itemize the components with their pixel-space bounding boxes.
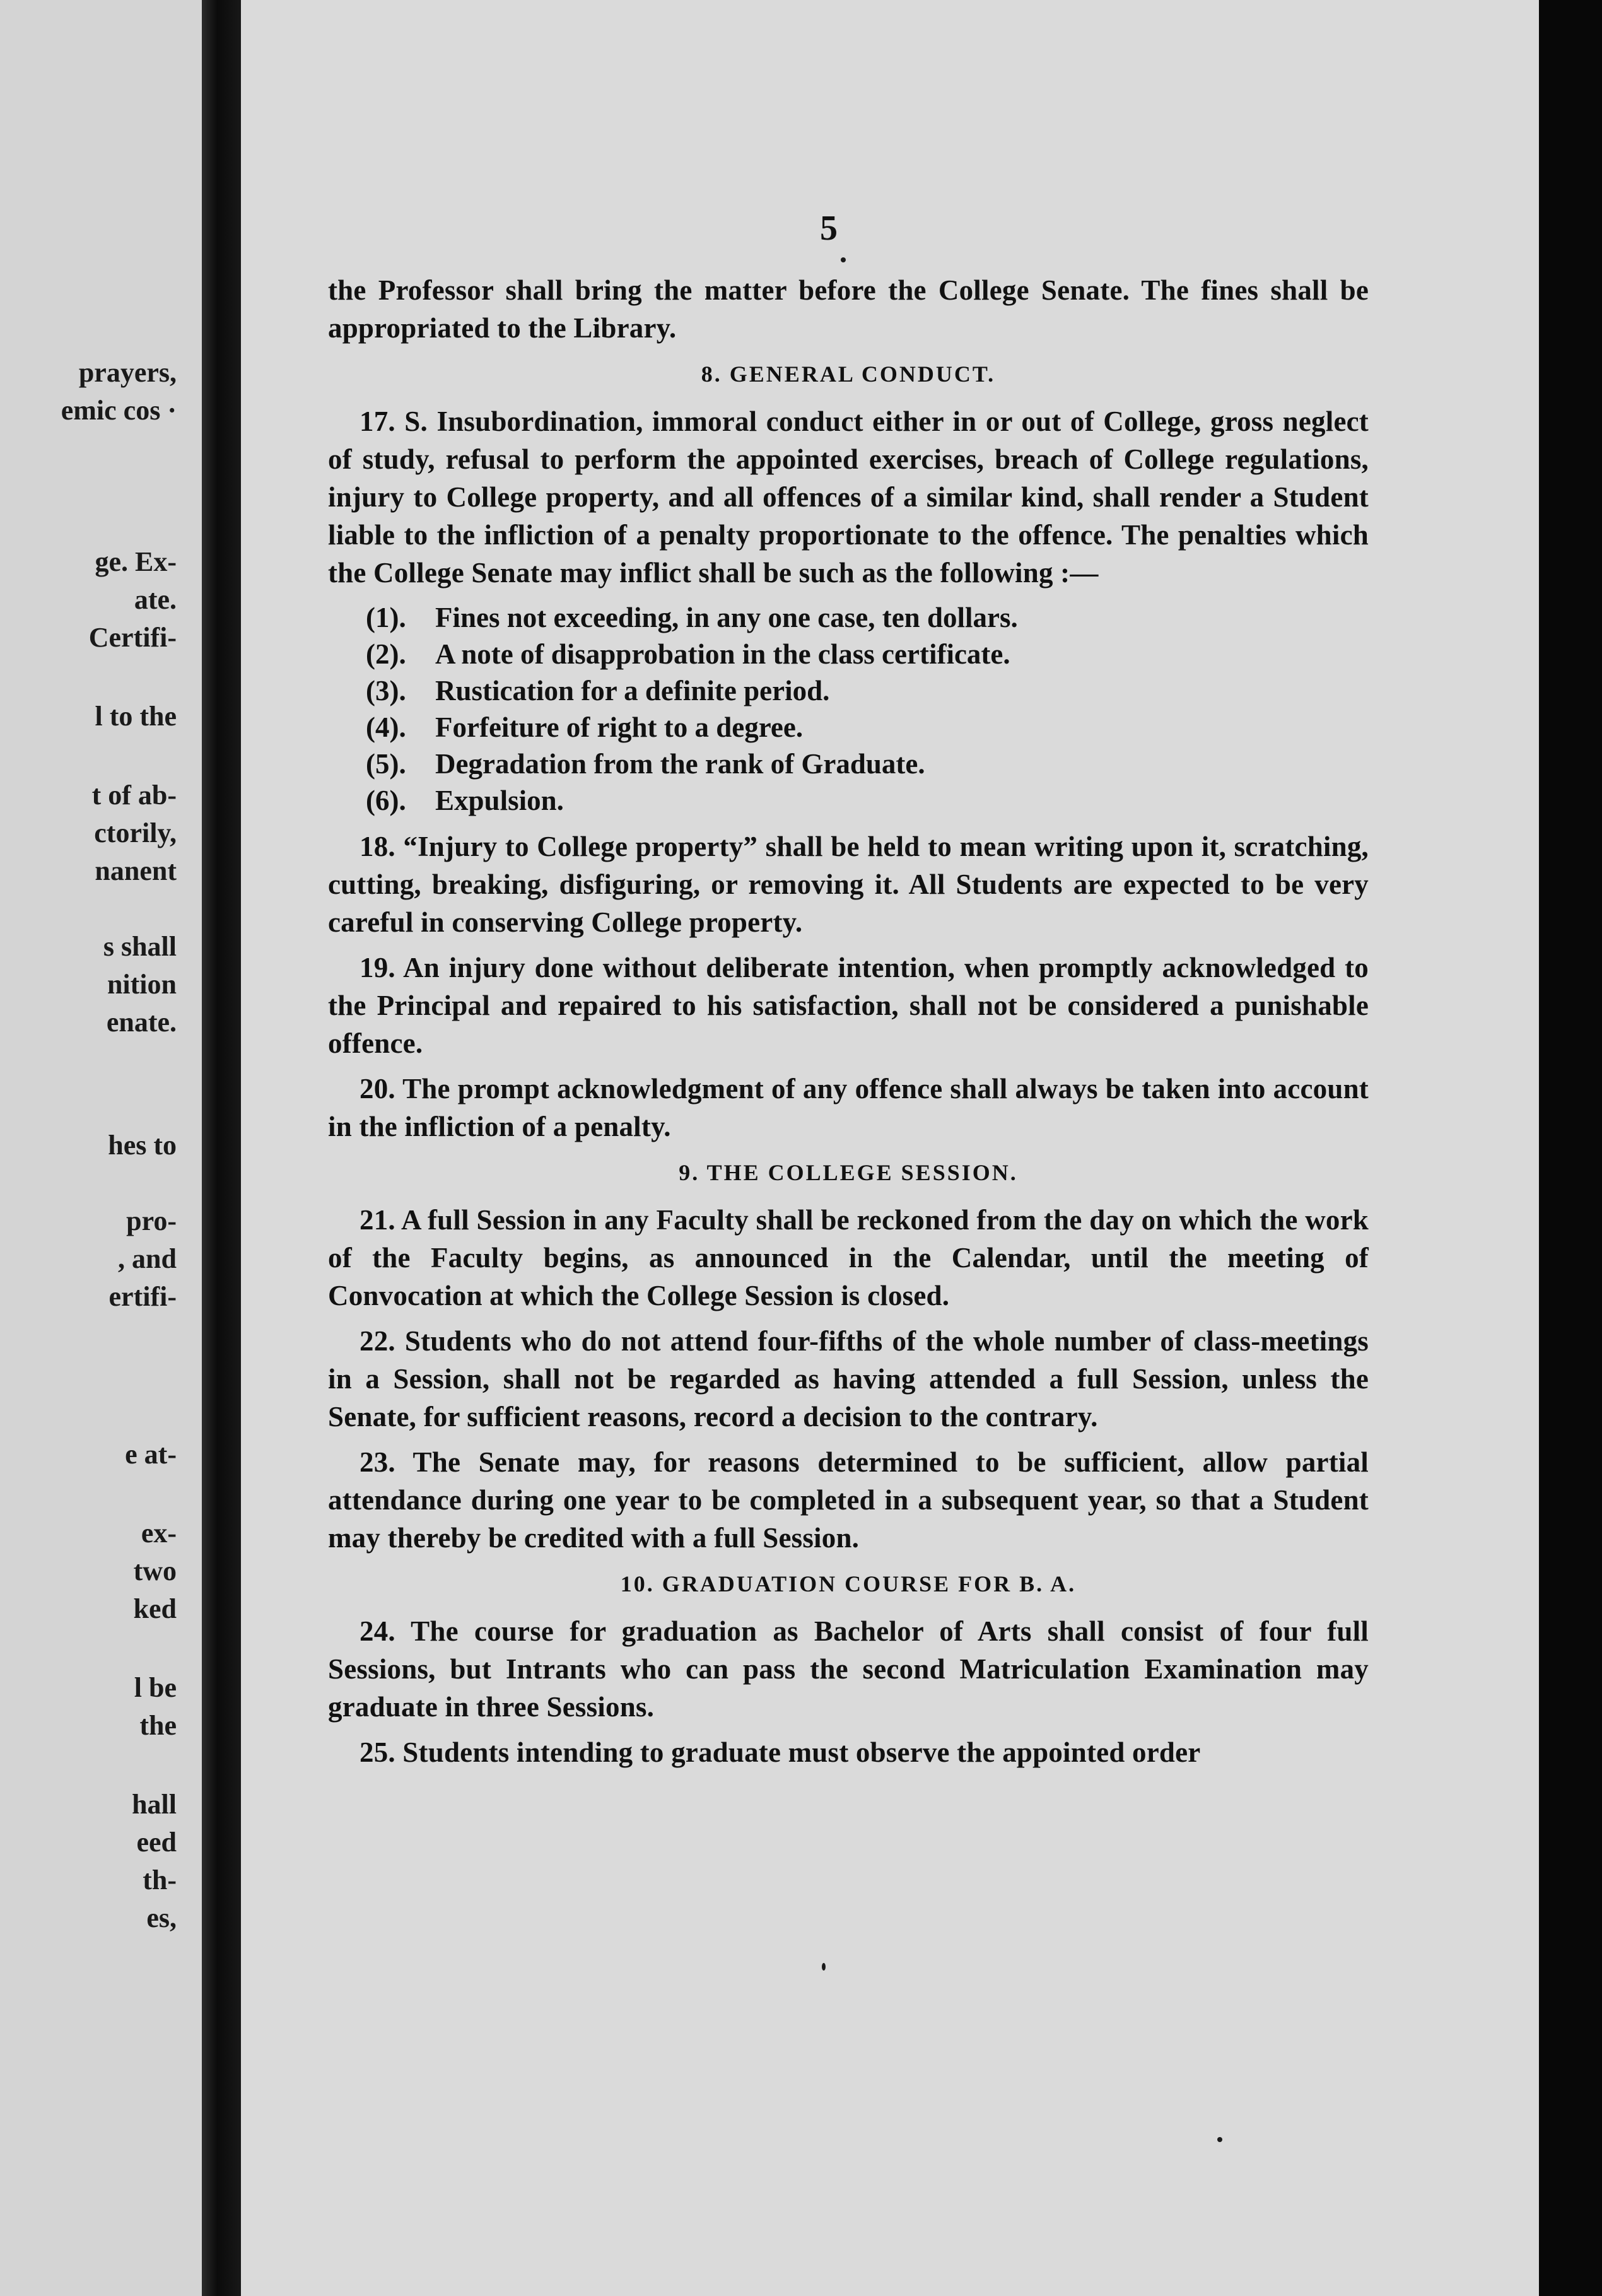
paragraph-24: 24. The course for graduation as Bachelor of Arts shall consist of four full Sessions, but Intrants who can pass the second Matriculation Examination may graduate in three Sessions. bbox=[328, 1615, 1369, 1723]
left-page-fragment: l to the bbox=[95, 701, 177, 732]
left-page-fragment: ate. bbox=[134, 584, 177, 615]
left-page-fragment: ex- bbox=[141, 1518, 177, 1549]
paragraph-17: 17. S. Insubordination, immoral conduct either in or out of College, gross neglect of study, refusal to perform the appointed exercises, breach of College regulations, injury to College property, and all offences of a similar kind, shall render a Student liable to the infliction of a penalty proportionate to the offence. The penalties which the College Senate may inflict shall be such as the following :— bbox=[328, 406, 1369, 589]
left-page-fragment: eed bbox=[136, 1827, 177, 1858]
penalty-text: Rustication for a definite period. bbox=[435, 675, 830, 706]
paragraph-25: 25. Students intending to graduate must observe the appointed order bbox=[360, 1737, 1201, 1768]
penalty-text: Degradation from the rank of Graduate. bbox=[435, 748, 925, 780]
penalty-item bbox=[366, 672, 1369, 709]
left-page-fragment: ctorily, bbox=[94, 817, 177, 848]
paragraph-22: 22. Students who do not attend four-fifths of the whole number of class-meetings in a Session, shall not be regarded as having attended a full Session, unless the Senate, for sufficient reasons, record a decision to the contrary. bbox=[328, 1325, 1369, 1432]
penalty-number: (3). bbox=[366, 675, 406, 706]
left-page-fragment: es, bbox=[146, 1902, 177, 1933]
left-page-fragment: hes to bbox=[108, 1130, 177, 1161]
section-graduation-course bbox=[328, 1571, 1369, 1771]
left-page-fragment: the bbox=[139, 1710, 177, 1741]
penalty-item bbox=[366, 599, 1369, 636]
left-page-fragment: hall bbox=[132, 1789, 177, 1820]
penalty-text: Forfeiture of right to a degree. bbox=[435, 712, 804, 743]
opening-paragraph: the Professor shall bring the matter before the College Senate. The fines shall be appropriated to the Library. bbox=[328, 274, 1369, 344]
penalty-number: (2). bbox=[366, 638, 406, 670]
left-page-fragment: enate. bbox=[106, 1007, 177, 1038]
paragraph-21: 21. A full Session in any Faculty shall be reckoned from the day on which the work of the Faculty begins, as announced in the Calendar, until the meeting of Convocation at which the College Session is closed. bbox=[328, 1204, 1369, 1311]
left-page-fragment: pro- bbox=[126, 1205, 177, 1236]
section-heading: 8. GENERAL CONDUCT. bbox=[701, 361, 996, 387]
section-heading: 9. THE COLLEGE SESSION. bbox=[679, 1160, 1018, 1185]
page-body bbox=[328, 271, 1369, 1779]
penalty-item bbox=[366, 709, 1369, 746]
penalty-item bbox=[366, 746, 1369, 782]
left-page-fragment: ked bbox=[133, 1593, 177, 1624]
left-page-fragment: ertifi- bbox=[108, 1281, 177, 1312]
left-page-fragment: nition bbox=[107, 969, 177, 1000]
penalty-number: (5). bbox=[366, 748, 406, 780]
left-page-fragment: ge. Ex- bbox=[95, 546, 177, 577]
penalty-item bbox=[366, 636, 1369, 672]
paragraph-23: 23. The Senate may, for reasons determined to be sufficient, allow partial attendance during one year to be completed in a subsequent year, so that a Student may thereby be credited with a full Session. bbox=[328, 1446, 1369, 1554]
left-page-fragment: Certifi- bbox=[88, 622, 177, 653]
left-facing-page bbox=[0, 0, 202, 2296]
penalty-number: (6). bbox=[366, 785, 406, 816]
left-page-fragment: e at- bbox=[125, 1439, 177, 1470]
penalty-text: A note of disapprobation in the class certificate. bbox=[435, 638, 1010, 670]
paragraph-18: 18. “Injury to College property” shall be held to mean writing upon it, scratching, cutting, breaking, disfiguring, or removing it. All Students are expected to be very careful in conserving College property. bbox=[328, 831, 1369, 938]
left-page-fragment: emic cos · bbox=[61, 395, 177, 426]
penalty-item bbox=[366, 782, 1369, 819]
section-heading: 10. GRADUATION COURSE FOR B. A. bbox=[620, 1571, 1077, 1596]
left-page-fragment: prayers, bbox=[78, 357, 177, 388]
left-page-fragment: th- bbox=[143, 1865, 177, 1895]
penalty-number: (1). bbox=[366, 602, 406, 633]
ink-speck bbox=[1217, 2137, 1222, 2142]
section-college-session bbox=[328, 1159, 1369, 1557]
ink-speck bbox=[841, 257, 846, 262]
left-page-fragment: nanent bbox=[95, 855, 177, 886]
ink-speck bbox=[822, 1963, 826, 1971]
left-page-fragment: two bbox=[133, 1555, 177, 1586]
section-general-conduct bbox=[328, 361, 1369, 1145]
left-page-fragment: s shall bbox=[103, 931, 177, 962]
page-edge-dark bbox=[1539, 0, 1602, 2296]
left-page-fragment: , and bbox=[118, 1243, 177, 1274]
penalty-list bbox=[328, 599, 1369, 819]
page-number: 5 bbox=[820, 209, 838, 248]
left-page-fragment: l be bbox=[134, 1672, 177, 1703]
binding-gutter bbox=[202, 0, 241, 2296]
penalty-number: (4). bbox=[366, 712, 406, 743]
penalty-text: Fines not exceeding, in any one case, ten dollars. bbox=[435, 602, 1018, 633]
paragraph-19: 19. An injury done without deliberate intention, when promptly acknowledged to the Principal and repaired to his satisfaction, shall not be considered a punishable offence. bbox=[328, 952, 1369, 1059]
penalty-text: Expulsion. bbox=[435, 785, 564, 816]
paragraph-20: 20. The prompt acknowledgment of any offence shall always be taken into account in the infliction of a penalty. bbox=[328, 1073, 1369, 1142]
left-page-fragment: t of ab- bbox=[91, 780, 177, 811]
